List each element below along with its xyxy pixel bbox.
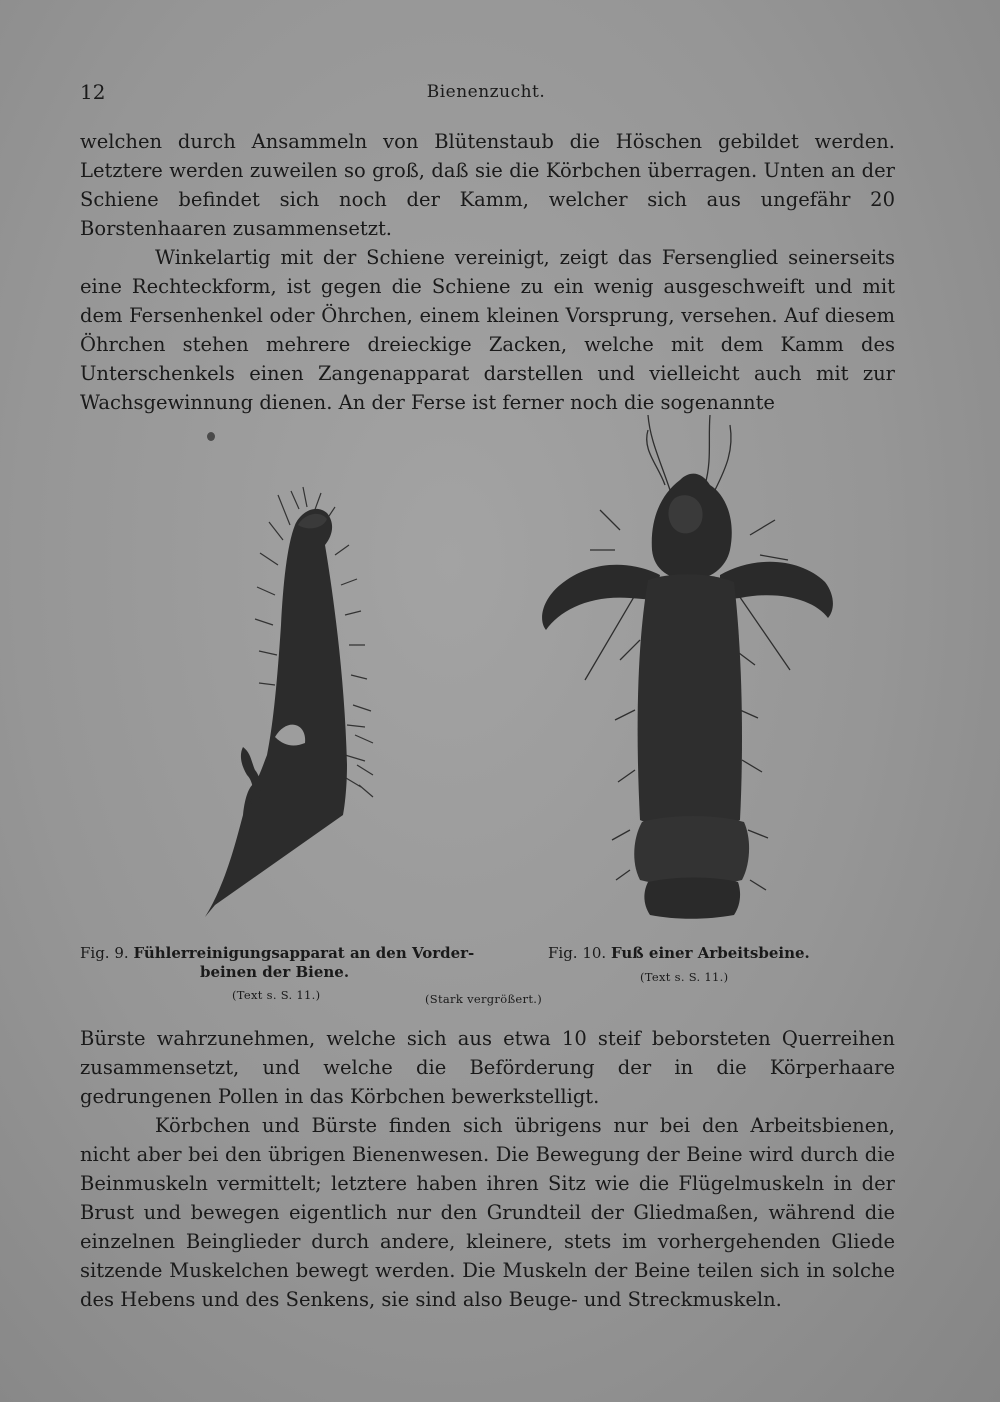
paragraph: welchen durch Ansammeln von Blütenstaub die Höschen gebildet werden. Letztere werden zuweilen so groß, daß sie die Körbchen überragen. Unten an der Schiene befindet sich noch der Kamm, welcher sich aus ungefähr 20 Borstenhaaren zusammensetzt.	[80, 130, 895, 240]
figure-10-reference: (Text s. S. 11.)	[640, 970, 729, 984]
text-block-top	[80, 127, 895, 417]
figure-9-caption	[80, 944, 520, 982]
figure-9-note: (Stark vergrößert.)	[425, 992, 542, 1006]
paragraph: Körbchen und Bürste finden sich übrigens nur bei den Arbeitsbienen, nicht aber bei den übrigen Bienenwesen. Die Bewegung der Beine wird durch die Beinmuskeln vermittelt; letztere haben ihren Sitz wie die Flügelmuskeln in der Brust und bewegen eigentlich nur den Grundteil der Gliedmaßen, während die einzelnen Beinglieder durch andere, kleinere, stets im vorhergehenden Gliede sitzende Muskelchen bewegt werden. Die Muskeln der Beine teilen sich in solche des Hebens und des Senkens, sie sind also Beuge- und Streckmuskeln.	[80, 1114, 895, 1311]
figure-10-caption	[548, 944, 810, 963]
figure-9-reference: (Text s. S. 11.)	[232, 988, 321, 1002]
page-number: 12	[80, 80, 106, 104]
text-block-bottom	[80, 1024, 895, 1314]
figure-9-title: Fühlerreinigungsapparat an den Vorder-	[133, 944, 475, 962]
page-header	[80, 80, 892, 108]
ink-speck	[207, 432, 215, 441]
antenna-cleaner-drawing	[195, 485, 375, 925]
figure-9-illustration	[195, 485, 375, 925]
paragraph: Bürste wahrzunehmen, welche sich aus etwa 10 steif beborsteten Querreihen zusammensetzt, und welche die Beförderung der in die Körperhaare gedrungenen Pollen in das Körbchen bewerkstelligt.	[80, 1027, 895, 1108]
figure-10-number: Fig. 10.	[548, 944, 607, 962]
worker-foot-drawing	[530, 410, 850, 925]
figure-9-title-continued: beinen der Biene.	[200, 963, 350, 981]
figure-10-title: Fuß einer Arbeitsbeine.	[610, 944, 810, 962]
figure-10-illustration	[530, 410, 850, 925]
figure-9-number: Fig. 9.	[80, 944, 129, 962]
running-title: Bienenzucht.	[426, 82, 546, 102]
paragraph: Winkelartig mit der Schiene vereinigt, zeigt das Fersenglied seinerseits eine Rechteckform, ist gegen die Schiene zu ein wenig ausgeschweift und mit dem Fersenhenkel oder Öhrchen, einem kleinen Vorsprung, versehen. Auf diesem Öhrchen stehen mehrere dreieckige Zacken, welche mit dem Kamm des Unterschenkels einen Zangenapparat darstellen und vielleicht auch mit zur Wachsgewinnung dienen. An der Ferse ist ferner noch die sogenannte	[80, 246, 895, 414]
